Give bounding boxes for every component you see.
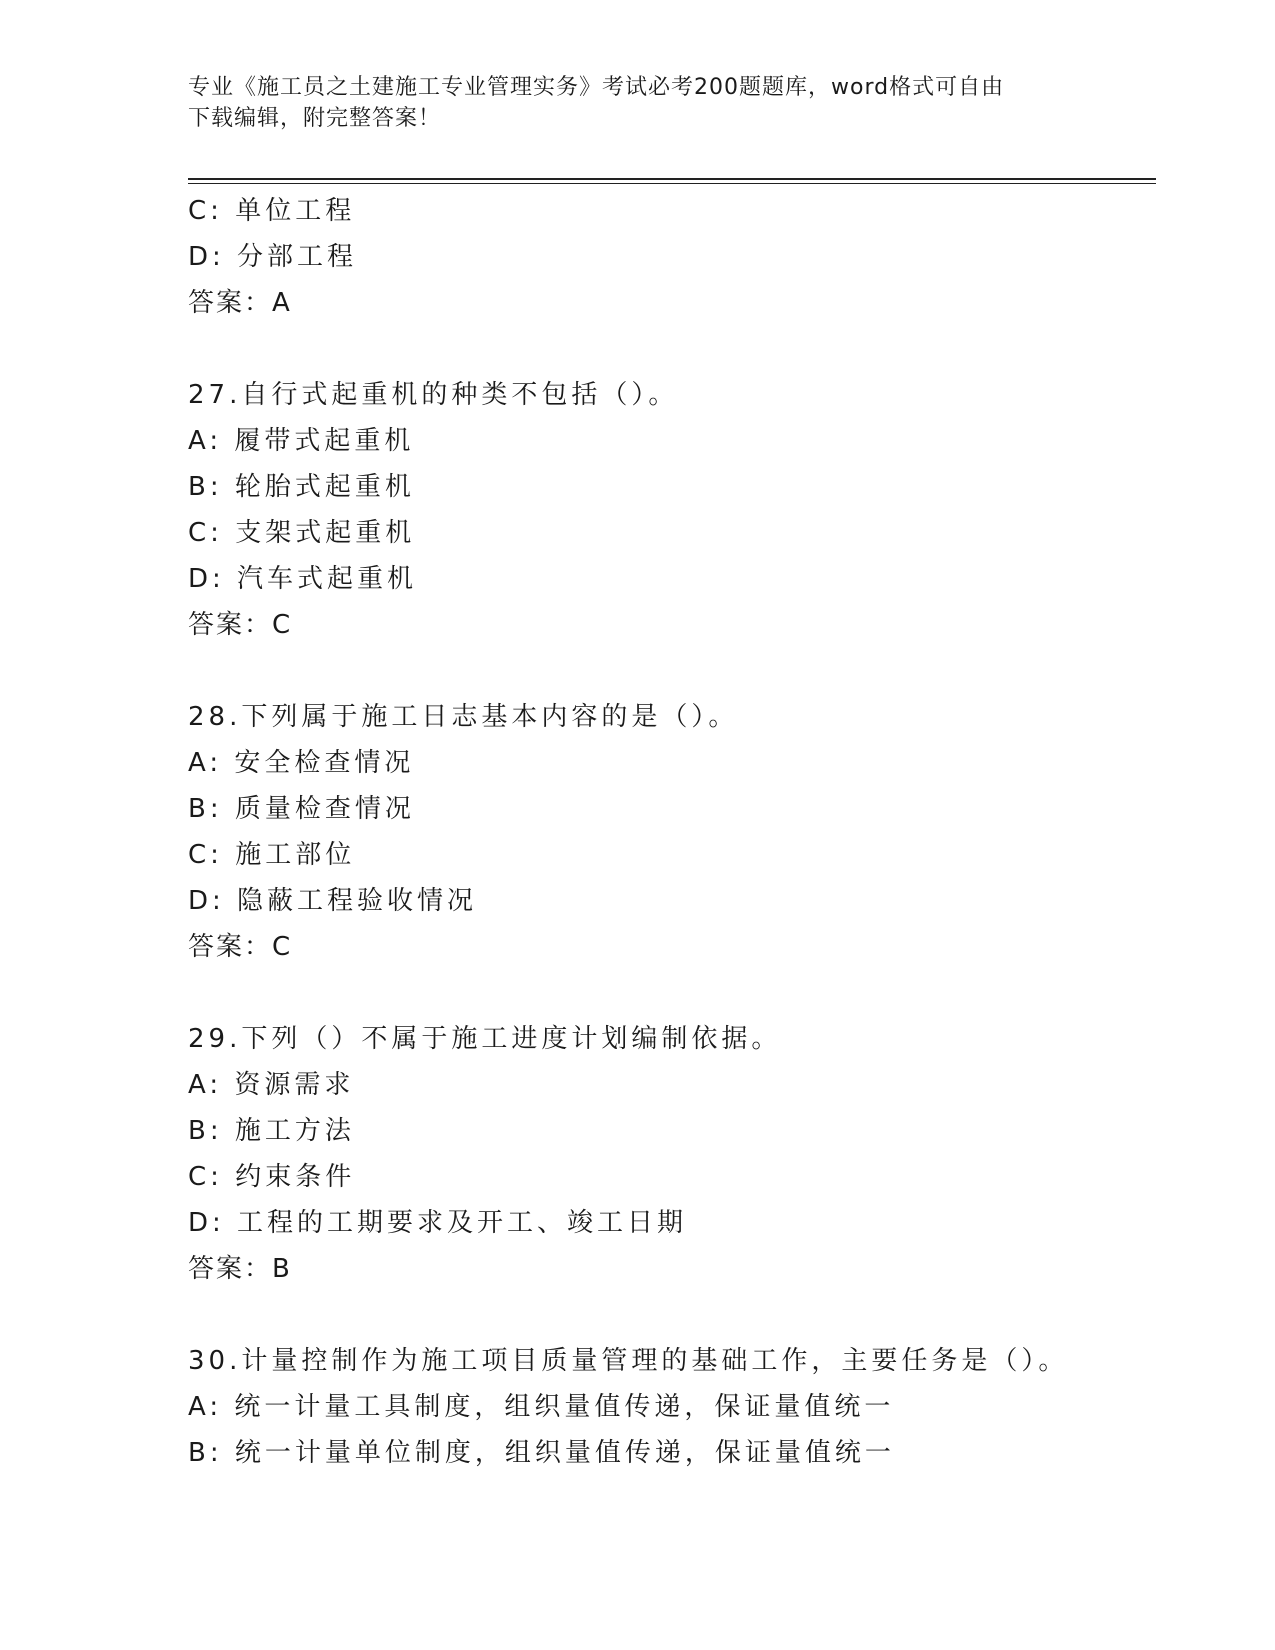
answer-line: 答案：C	[188, 932, 293, 962]
question-29	[188, 1016, 1156, 1292]
header-divider-thin	[188, 183, 1156, 184]
option-a: A: 资源需求	[188, 1070, 355, 1100]
option-a: A: 统一计量工具制度，组织量值传递，保证量值统一	[188, 1392, 895, 1422]
option-a: A: 安全检查情况	[188, 748, 415, 778]
answer-line: 答案：A	[188, 288, 292, 318]
question-stem: 29.下列（）不属于施工进度计划编制依据。	[188, 1024, 782, 1054]
option-d: D: 分部工程	[188, 242, 358, 272]
question-28	[188, 694, 1156, 970]
option-b: B: 施工方法	[188, 1116, 355, 1146]
option-c: C: 单位工程	[188, 196, 356, 226]
option-c: C: 施工部位	[188, 840, 356, 870]
option-d: D: 隐蔽工程验收情况	[188, 886, 478, 916]
question-30	[188, 1338, 1156, 1476]
document-header	[188, 72, 1088, 134]
question-stem: 30.计量控制作为施工项目质量管理的基础工作，主要任务是（）。	[188, 1346, 1069, 1376]
option-c: C: 支架式起重机	[188, 518, 416, 548]
option-d: D: 工程的工期要求及开工、竣工日期	[188, 1208, 688, 1238]
answer-line: 答案：B	[188, 1254, 292, 1284]
option-b: B: 质量检查情况	[188, 794, 415, 824]
option-b: B: 轮胎式起重机	[188, 472, 415, 502]
option-d: D: 汽车式起重机	[188, 564, 418, 594]
option-c: C: 约束条件	[188, 1162, 356, 1192]
question-26-continued	[188, 188, 1156, 326]
header-line-1: 专业《施工员之土建施工专业管理实务》考试必考200题题库，word格式可自由	[188, 75, 1005, 100]
question-stem: 27.自行式起重机的种类不包括（）。	[188, 380, 679, 410]
answer-line: 答案：C	[188, 610, 293, 640]
question-27	[188, 372, 1156, 648]
question-stem: 28.下列属于施工日志基本内容的是（）。	[188, 702, 739, 732]
header-line-2: 下载编辑，附完整答案！	[188, 106, 442, 131]
question-list	[188, 188, 1156, 1476]
option-b: B: 统一计量单位制度，组织量值传递，保证量值统一	[188, 1438, 895, 1468]
header-divider-thick	[188, 178, 1156, 180]
option-a: A: 履带式起重机	[188, 426, 415, 456]
